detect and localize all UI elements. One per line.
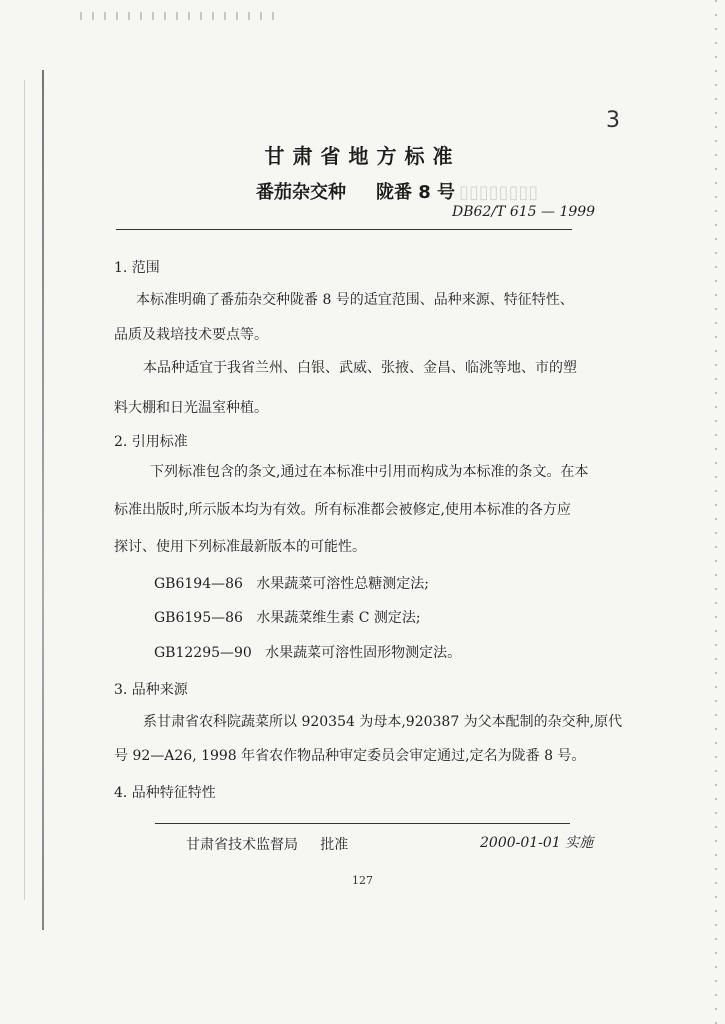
subtitle-prefix: 番茄杂交种 <box>256 182 346 203</box>
reference-gb6194: GB6194—86 水果蔬菜可溶性总糖测定法; <box>154 576 429 592</box>
section-1-para-1-line-2: 品质及栽培技术要点等。 <box>114 327 268 343</box>
section-2-para-line-3: 探讨、使用下列标准最新版本的可能性。 <box>114 539 366 555</box>
section-3-para-line-1: 系甘肃省农科院蔬菜所以 920354 为母本,920387 为父本配制的杂交种,原代 <box>143 714 623 730</box>
section-4-heading: 4. 品种特征特性 <box>114 785 216 801</box>
scan-artifact-left-faint <box>24 80 25 900</box>
subtitle-variety: 陇番 8 号 <box>376 182 456 203</box>
standard-code: DB62/T 615 — 1999 <box>452 204 596 220</box>
section-1-para-2-line-2: 料大棚和日光温室种植。 <box>114 400 268 416</box>
document-subtitle <box>256 178 538 204</box>
section-3-para-line-2: 号 92—A26, 1998 年省农作物品种审定委员会审定通过,定名为陇番 8 号。 <box>114 748 586 764</box>
section-1-para-1-line-1: 本标准明确了番茄杂交种陇番 8 号的适宜范围、品种来源、特征特性、 <box>136 292 574 308</box>
document-title: 甘肃省地方标准 <box>264 144 461 168</box>
section-2-heading: 2. 引用标准 <box>114 434 188 450</box>
page-number: 127 <box>352 874 373 887</box>
header-divider <box>116 229 572 230</box>
section-3-heading: 3. 品种来源 <box>114 682 188 698</box>
reference-gb12295: GB12295—90 水果蔬菜可溶性固形物测定法。 <box>154 645 462 661</box>
reference-gb6195: GB6195—86 水果蔬菜维生素 C 测定法; <box>154 610 421 626</box>
handwritten-corner-mark: 3 <box>606 108 620 133</box>
section-2-para-line-2: 标准出版时,所示版本均为有效。所有标准都会被修定,使用本标准的各方应 <box>114 502 571 518</box>
scan-artifact-left-edge <box>42 70 44 930</box>
section-1-heading: 1. 范围 <box>114 260 160 276</box>
footer-approver: 甘肃省技术监督局 批准 <box>186 837 349 853</box>
subtitle-faint-text: ▯▯▯▯▯▯▯▯ <box>459 182 539 203</box>
section-2-para-line-1: 下列标准包含的条文,通过在本标准中引用而构成为本标准的条文。在本 <box>150 464 589 480</box>
scan-artifact-top-noise <box>80 12 280 20</box>
footer-effective-date: 2000-01-01 实施 <box>480 835 594 851</box>
section-1-para-2-line-1: 本品种适宜于我省兰州、白银、武威、张掖、金昌、临洮等地、市的塑 <box>143 360 577 376</box>
footer-divider <box>155 823 570 824</box>
